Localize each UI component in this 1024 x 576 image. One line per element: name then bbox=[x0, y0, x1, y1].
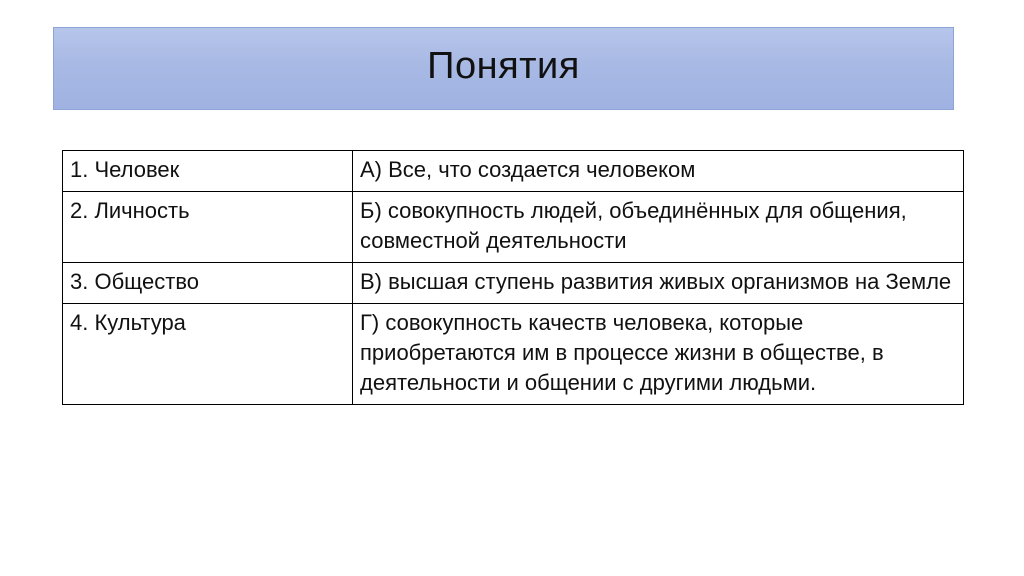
table-row bbox=[63, 151, 964, 192]
term-cell: 3. Общество bbox=[63, 263, 353, 304]
concepts-table bbox=[62, 150, 964, 405]
term-cell: 1. Человек bbox=[63, 151, 353, 192]
table-row bbox=[63, 263, 964, 304]
table-row bbox=[63, 192, 964, 263]
term-cell: 2. Личность bbox=[63, 192, 353, 263]
table-row bbox=[63, 304, 964, 405]
term-cell: 4. Культура bbox=[63, 304, 353, 405]
definition-cell: Г) совокупность качеств человека, которые приобретаются им в процессе жизни в обществе, в деятельности и общении с другими людьми. bbox=[353, 304, 964, 405]
definition-cell: В) высшая ступень развития живых организмов на Земле bbox=[353, 263, 964, 304]
definition-cell: Б) совокупность людей, объединённых для общения, совместной деятельности bbox=[353, 192, 964, 263]
slide-title: Понятия bbox=[427, 45, 580, 87]
slide-title-bar bbox=[53, 27, 954, 110]
definition-cell: А) Все, что создается человеком bbox=[353, 151, 964, 192]
